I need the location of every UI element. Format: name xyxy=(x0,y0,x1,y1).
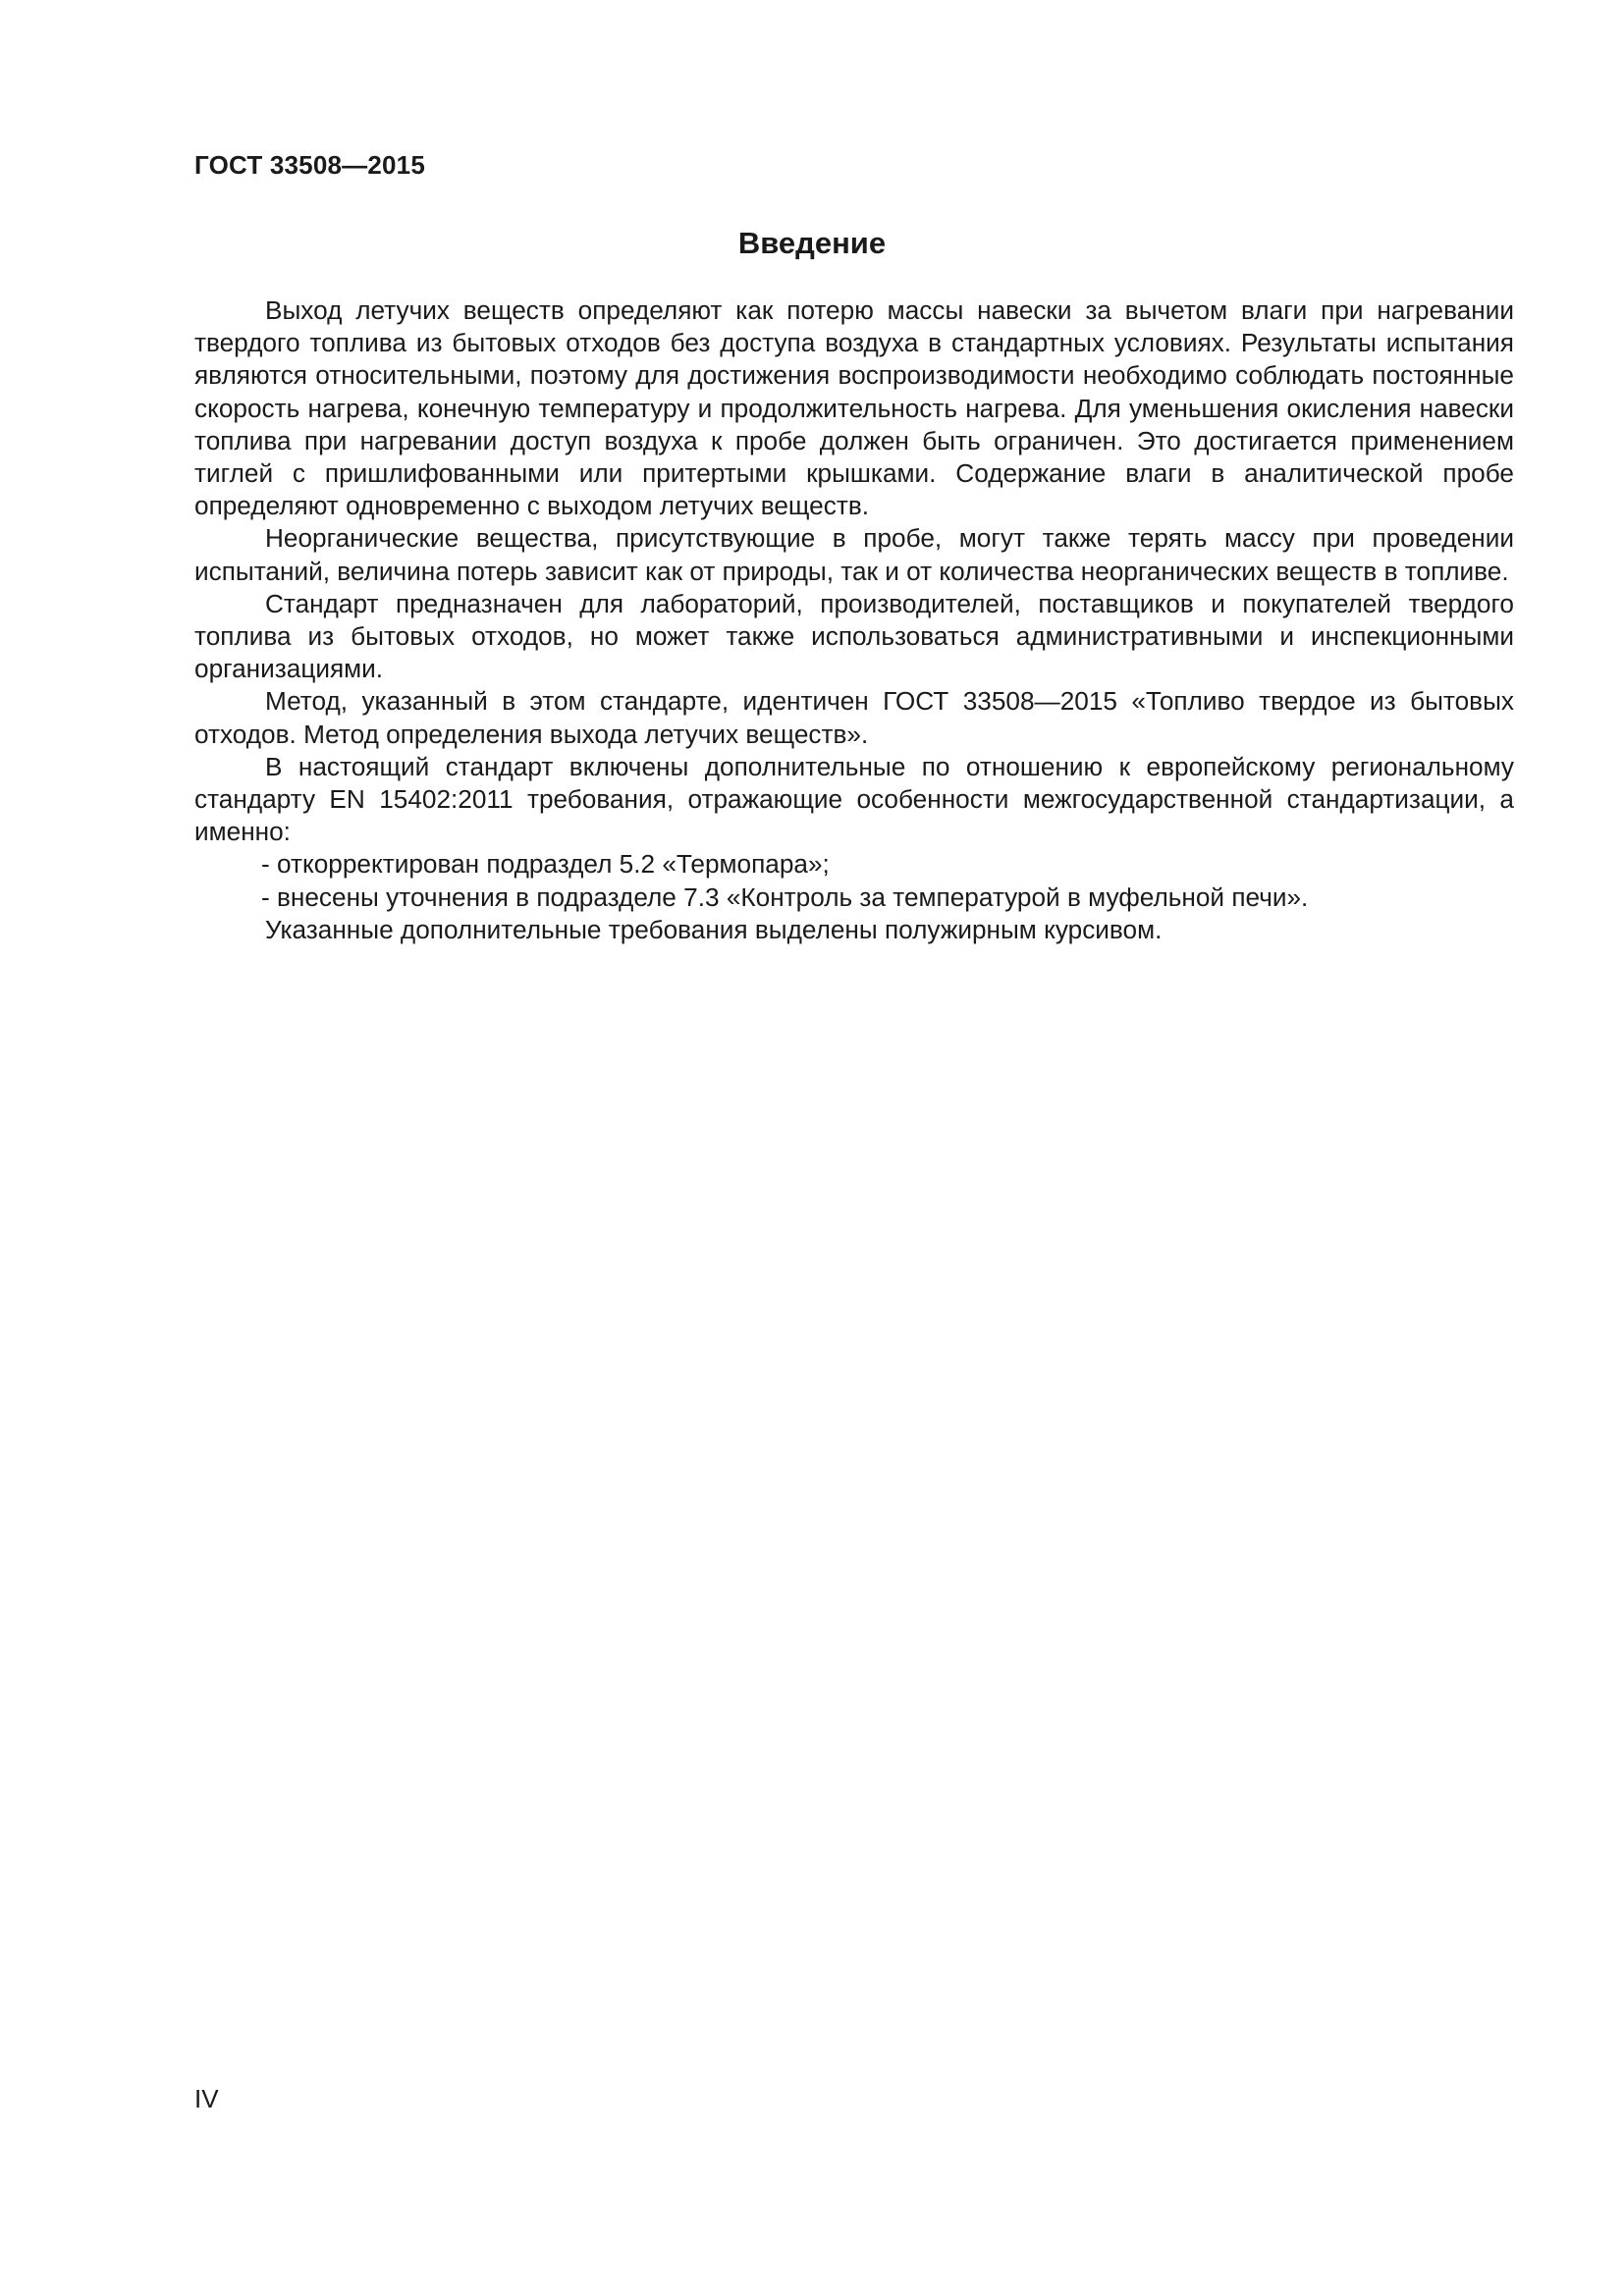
paragraph-method-identity: Метод, указанный в этом стандарте, идентичен ГОСТ 33508—2015 «Топливо твердое из бытовых отходов. Метод определения выхода летучих веществ». xyxy=(194,686,1514,749)
list-item: - откорректирован подраздел 5.2 «Термопара»; xyxy=(261,849,830,880)
section-title: Введение xyxy=(737,226,887,260)
standard-code-header: ГОСТ 33508—2015 xyxy=(194,150,425,180)
list-item: - внесены уточнения в подразделе 7.3 «Контроль за температурой в муфельной печи». xyxy=(261,881,1309,912)
paragraph-additional-requirements: В настоящий стандарт включены дополнительные по отношению к европейскому региональному стандарту EN 15402:2011 требования, отражающие особенности межгосударственной стандартизации, а именно: xyxy=(194,751,1514,847)
paragraph-volatile-matter: Выход летучих веществ определяют как потерю массы навески за вычетом влаги при нагревании твердого топлива из бытовых отходов без доступа воздуха в стандартных условиях. Результаты испытания являются относительными, поэтому для достижения воспроизводимости необходимо соблюдать постоянные скорость нагрева, конечную температуру и продолжительность нагрева. Для уменьшения окисления навески топлива при нагревании доступ воздуха к пробе должен быть ограничен. Это достигается применением тиглей с пришлифованными или притертыми крышками. Содержание влаги в аналитической пробе определяют одновременно с выходом летучих веществ. xyxy=(194,295,1514,521)
page-number: IV xyxy=(194,2084,219,2113)
paragraph-closing: Указанные дополнительные требования выделены полужирным курсивом. xyxy=(265,914,1163,944)
paragraph-intended-users: Стандарт предназначен для лабораторий, производителей, поставщиков и покупателей твердого топлива из бытовых отходов, но может также использоваться административными и инспекционными организациями. xyxy=(194,588,1514,684)
introduction-body xyxy=(194,294,1514,946)
paragraph-inorganic-substances: Неорганические вещества, присутствующие в пробе, могут также терять массу при проведении испытаний, величина потерь зависит как от природы, так и от количества неорганических веществ в топливе. xyxy=(194,523,1514,586)
